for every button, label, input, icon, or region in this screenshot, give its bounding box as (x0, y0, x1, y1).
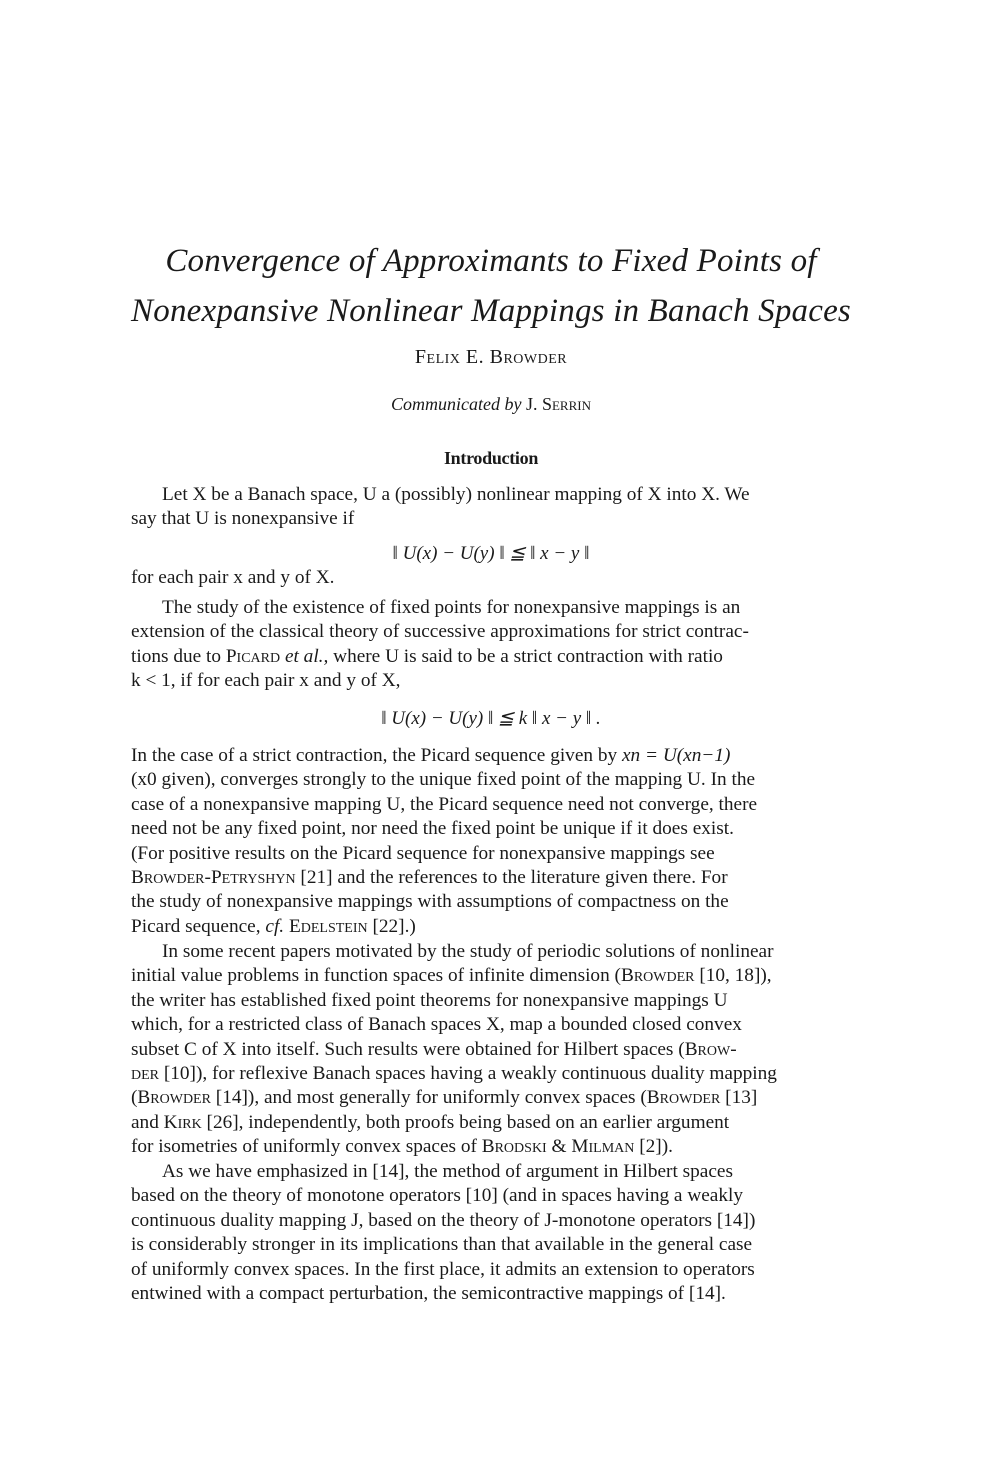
section-heading: Introduction (443, 448, 539, 468)
text-line: of uniformly convex spaces. In the first place, it admits an extension to operators (131, 1258, 755, 1280)
text-line: continuous duality mapping J, based on the theory of J-monotone operators [14]) (131, 1209, 756, 1231)
inline-math: xn = U(xn−1) (621, 745, 731, 766)
author-reference: Brodski & Milman (481, 1136, 635, 1158)
text-line: for each pair x and y of X. (131, 567, 335, 588)
text-segment: [14]), and most generally for uniformly convex spaces ( (215, 1087, 647, 1109)
text-line: As we have emphasized in [14], the method of argument in Hilbert spaces (162, 1161, 733, 1182)
communicator-name: Serrin (541, 394, 591, 414)
text-segment: [21] and the references to the literature given there. For (300, 867, 728, 889)
text-line (131, 964, 851, 988)
text-segment: cf. (265, 915, 285, 937)
citation: [22].) (372, 915, 416, 937)
author: Felix E. Browder (414, 346, 568, 368)
text-line (131, 1135, 851, 1159)
text-line: is considerably stronger in its implications than that available in the general case (131, 1234, 753, 1256)
text-segment: [26], independently, both proofs being based on an earlier argument (206, 1111, 730, 1133)
text-line: the writer has established fixed point theorems for nonexpansive mappings U (131, 989, 728, 1011)
text-segment: Picard sequence, (131, 915, 261, 937)
text-line: based on the theory of monotone operators [10] (and in spaces having a weakly (131, 1185, 743, 1207)
author-reference: Edelstein (288, 915, 368, 937)
text-line (131, 1038, 851, 1062)
text-line (131, 744, 851, 768)
citation: [10, 18]), (699, 965, 772, 987)
text-segment: for isometries of uniformly convex spaces of (131, 1136, 477, 1158)
text-line: need not be any fixed point, nor need the fixed point be unique if it does exist. (131, 818, 734, 840)
author-reference: Browder (646, 1087, 721, 1109)
text-line (131, 1062, 851, 1086)
author-reference: der (131, 1063, 159, 1085)
text-line: The study of the existence of fixed points for nonexpansive mappings is an (162, 597, 741, 618)
equation-2: ‖ U(x) − U(y) ‖ ≦ k ‖ x − y ‖ . (381, 708, 601, 729)
title-line-2: Nonexpansive Nonlinear Mappings in Banach Spaces (131, 293, 851, 329)
author-reference: Browder-Petryshyn (131, 867, 296, 889)
text-segment: and (131, 1111, 159, 1133)
text-line: case of a nonexpansive mapping U, the Picard sequence need not converge, there (131, 793, 758, 815)
communicated-prefix: Communicated by (390, 394, 522, 414)
author-reference: Kirk (163, 1111, 202, 1133)
title-line-1: Convergence of Approximants to Fixed Points of (165, 243, 817, 279)
text-line: say that U is nonexpansive if (131, 508, 355, 530)
text-line (131, 1111, 851, 1135)
paragraph-4 (131, 940, 851, 1160)
text-line: (For positive results on the Picard sequence for nonexpansive mappings see (131, 842, 715, 864)
text-line: which, for a restricted class of Banach spaces X, map a bounded closed convex (131, 1014, 742, 1036)
text-segment: subset C of X into itself. Such results were obtained for Hilbert spaces ( (131, 1038, 685, 1060)
text-line: the study of nonexpansive mappings with assumptions of compactness on the (131, 891, 729, 913)
text-line: k < 1, if for each pair x and y of X, (131, 670, 401, 692)
author-reference: Brow- (684, 1038, 737, 1060)
author-reference: Browder (620, 965, 695, 987)
communicator-initial: J. (525, 394, 538, 414)
text-segment: where U is said to be a strict contraction with ratio (333, 645, 723, 667)
author-reference: Browder (137, 1087, 211, 1109)
paragraph-2 (131, 596, 851, 694)
author-reference: Picard (225, 645, 281, 667)
citation: [2]). (639, 1136, 673, 1158)
paragraph-5 (131, 1160, 851, 1306)
communicated-by (0, 394, 982, 415)
text-line (131, 866, 851, 890)
equation-1: ‖ U(x) − U(y) ‖ ≦ ‖ x − y ‖ (392, 543, 590, 564)
paragraph-1 (131, 483, 851, 532)
text-line: entwined with a compact perturbation, the semicontractive mappings of [14]. (131, 1283, 726, 1305)
paragraph-3 (131, 744, 851, 939)
text-segment: In the case of a strict contraction, the Picard sequence given by (131, 745, 618, 766)
text-line (131, 1086, 851, 1110)
text-segment: [10]), for reflexive Banach spaces having a weakly continuous duality mapping (163, 1063, 777, 1085)
text-segment: ( (131, 1087, 138, 1109)
text-line: extension of the classical theory of successive approximations for strict contrac- (131, 621, 749, 643)
text-segment: et al., (284, 645, 329, 667)
text-segment: initial value problems in function spaces of infinite dimension ( (131, 965, 621, 987)
text-line: In some recent papers motivated by the study of periodic solutions of nonlinear (162, 941, 774, 962)
citation: [13] (725, 1087, 758, 1109)
paragraph-1-continued (131, 566, 851, 590)
text-line: Let X be a Banach space, U a (possibly) nonlinear mapping of X into X. We (162, 484, 750, 505)
text-segment: tions due to (131, 645, 221, 667)
text-line (131, 645, 851, 669)
text-line (131, 915, 851, 939)
text-line: (x0 given), converges strongly to the unique fixed point of the mapping U. In the (131, 769, 756, 791)
